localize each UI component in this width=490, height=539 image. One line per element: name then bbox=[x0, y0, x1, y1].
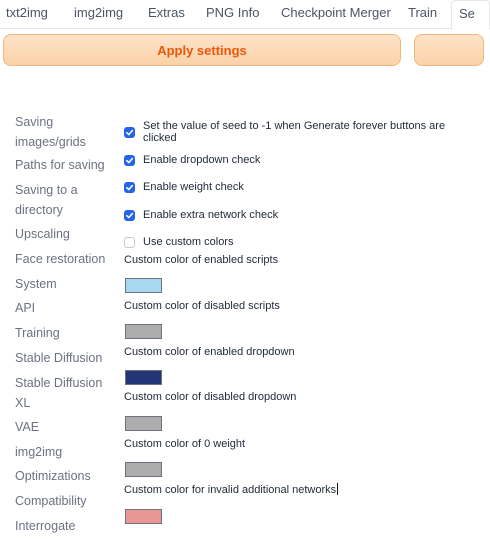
enabled-dropdown-color-label: Custom color of enabled dropdown bbox=[124, 346, 295, 358]
reload-ui-button[interactable] bbox=[414, 34, 484, 66]
tab-img2img[interactable]: img2img bbox=[74, 5, 124, 20]
sidebar-item-stable-diffusion-xl[interactable]: Stable Diffusion XL bbox=[15, 376, 103, 410]
setting-dropdown-check bbox=[124, 151, 260, 169]
zero-weight-color-swatch[interactable] bbox=[125, 462, 162, 477]
tab-extras[interactable]: Extras bbox=[148, 5, 185, 20]
sidebar-item-compatibility[interactable]: Compatibility bbox=[15, 494, 87, 508]
tab-bar bbox=[0, 0, 475, 29]
setting-custom-colors bbox=[124, 233, 233, 251]
tab-png-info[interactable]: PNG Info bbox=[206, 5, 260, 20]
extra-network-check-checkbox[interactable] bbox=[124, 210, 135, 221]
setting-extra-network-check bbox=[124, 206, 278, 224]
setting-seed-forever bbox=[124, 120, 471, 144]
custom-colors-label: Use custom colors bbox=[143, 236, 234, 248]
seed-forever-label: Set the value of seed to -1 when Generate forever buttons are clicked bbox=[143, 120, 446, 144]
disabled-scripts-color-label: Custom color of disabled scripts bbox=[124, 300, 280, 312]
sidebar-item-stable-diffusion[interactable]: Stable Diffusion bbox=[15, 351, 103, 365]
apply-settings-button[interactable]: Apply settings bbox=[3, 34, 401, 66]
disabled-scripts-color-swatch[interactable] bbox=[125, 324, 162, 339]
invalid-networks-color-label bbox=[124, 483, 338, 496]
sidebar-item-interrogate[interactable]: Interrogate bbox=[15, 519, 76, 533]
extra-network-check-label: Enable extra network check bbox=[143, 209, 279, 221]
check-icon bbox=[125, 128, 134, 137]
sidebar-item-training[interactable]: Training bbox=[15, 326, 60, 340]
tab-train[interactable]: Train bbox=[408, 5, 438, 20]
check-icon bbox=[125, 183, 134, 192]
invalid-networks-color-label-text: Custom color for invalid additional networks bbox=[124, 484, 337, 496]
sidebar-item-system[interactable]: System bbox=[15, 277, 57, 291]
tab-checkpoint-merger[interactable]: Checkpoint Merger bbox=[281, 5, 391, 20]
sidebar-item-saving-images[interactable]: Saving images/grids bbox=[15, 115, 86, 149]
custom-colors-checkbox[interactable] bbox=[124, 237, 135, 248]
text-cursor bbox=[337, 483, 338, 495]
sidebar-item-paths-for-saving[interactable]: Paths for saving bbox=[15, 158, 105, 172]
sidebar-item-img2img[interactable]: img2img bbox=[15, 445, 63, 459]
enabled-scripts-color-label: Custom color of enabled scripts bbox=[124, 254, 279, 266]
sidebar-item-api[interactable]: API bbox=[15, 301, 36, 315]
tab-txt2img[interactable]: txt2img bbox=[6, 5, 48, 20]
disabled-dropdown-color-label: Custom color of disabled dropdown bbox=[124, 391, 297, 403]
setting-weight-check bbox=[124, 178, 244, 196]
dropdown-check-label: Enable dropdown check bbox=[143, 154, 261, 166]
sidebar-item-upscaling[interactable]: Upscaling bbox=[15, 227, 70, 241]
sidebar-item-vae[interactable]: VAE bbox=[15, 420, 40, 434]
check-icon bbox=[125, 211, 134, 220]
enabled-dropdown-color-swatch[interactable] bbox=[125, 370, 162, 385]
sidebar-item-face-restoration[interactable]: Face restoration bbox=[15, 252, 106, 266]
sidebar-item-optimizations[interactable]: Optimizations bbox=[15, 469, 91, 483]
seed-forever-checkbox[interactable] bbox=[124, 127, 135, 138]
dropdown-check-checkbox[interactable] bbox=[124, 155, 135, 166]
tab-settings[interactable]: Se bbox=[451, 0, 490, 30]
enabled-scripts-color-swatch[interactable] bbox=[125, 278, 162, 293]
weight-check-checkbox[interactable] bbox=[124, 182, 135, 193]
sidebar-item-saving-to-directory[interactable]: Saving to a directory bbox=[15, 183, 78, 217]
check-icon bbox=[125, 156, 134, 165]
zero-weight-color-label: Custom color of 0 weight bbox=[124, 438, 246, 450]
invalid-networks-color-swatch[interactable] bbox=[125, 509, 162, 524]
weight-check-label: Enable weight check bbox=[143, 181, 244, 193]
disabled-dropdown-color-swatch[interactable] bbox=[125, 416, 162, 431]
